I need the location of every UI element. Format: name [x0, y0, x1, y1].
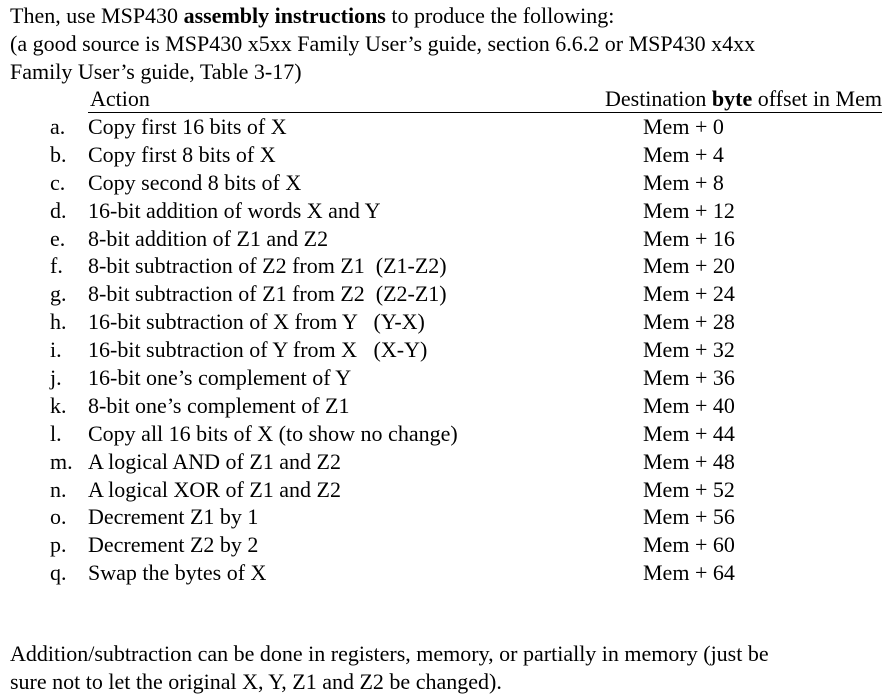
row-letter: n. — [50, 476, 67, 502]
footer-line-2: sure not to let the original X, Y, Z1 and Z2 be changed). — [10, 669, 502, 694]
row-action: Swap the bytes of X — [88, 560, 267, 586]
row-action: 16-bit one’s complement of Y — [88, 365, 352, 391]
table-row — [0, 476, 892, 504]
row-destination: Mem + 0 — [643, 114, 724, 139]
row-destination: Mem + 20 — [643, 253, 735, 279]
row-letter: g. — [50, 281, 67, 307]
row-letter: q. — [50, 560, 67, 586]
row-action: Copy first 16 bits of X — [88, 114, 287, 139]
table-row — [0, 280, 892, 308]
intro-line-1-post: to produce the following: — [385, 3, 615, 28]
table-row — [0, 420, 892, 448]
row-destination: Mem + 40 — [643, 392, 735, 418]
header-action: Action — [90, 86, 150, 111]
row-action: Copy first 8 bits of X — [88, 141, 276, 167]
row-letter: l. — [50, 420, 62, 446]
table-row — [0, 392, 892, 420]
intro-line-2: (a good source is MSP430 x5xx Family User’s guide, section 6.6.2 or MSP430 x4xx — [10, 31, 756, 56]
footer-line-1: Addition/subtraction can be done in registers, memory, or partially in memory (just be — [10, 641, 769, 666]
row-destination: Mem + 48 — [643, 448, 735, 474]
row-destination: Mem + 44 — [643, 420, 735, 446]
row-destination: Mem + 16 — [643, 225, 735, 251]
row-letter: a. — [50, 114, 66, 139]
header-destination — [605, 86, 882, 112]
table-row — [0, 448, 892, 476]
row-action: 16-bit subtraction of Y from X (X-Y) — [88, 337, 428, 363]
header-destination-bold: byte — [711, 86, 753, 111]
row-action: 8-bit subtraction of Z1 from Z2 (Z2-Z1) — [88, 281, 447, 307]
table-row — [0, 308, 892, 336]
row-destination: Mem + 24 — [643, 281, 735, 307]
row-letter: e. — [50, 225, 66, 251]
row-action: 16-bit subtraction of X from Y (Y-X) — [88, 309, 425, 335]
table-row — [0, 531, 892, 559]
intro-line-1-pre: Then, use MSP430 — [10, 3, 184, 28]
row-destination: Mem + 32 — [643, 337, 735, 363]
table-row — [0, 252, 892, 280]
row-action: Decrement Z2 by 2 — [88, 532, 259, 558]
row-letter: d. — [50, 197, 67, 223]
row-destination: Mem + 60 — [643, 532, 735, 558]
row-action: 16-bit addition of words X and Y — [88, 197, 381, 223]
table-row — [0, 141, 892, 169]
table-row — [0, 169, 892, 197]
row-letter: h. — [50, 309, 67, 335]
row-destination: Mem + 28 — [643, 309, 735, 335]
row-letter: j. — [50, 365, 62, 391]
row-action: Copy second 8 bits of X — [88, 169, 302, 195]
row-action: 8-bit one’s complement of Z1 — [88, 392, 350, 418]
row-letter: i. — [50, 337, 62, 363]
intro-line-1 — [10, 2, 614, 30]
header-destination-pre: Destination — [604, 86, 712, 111]
row-action: 8-bit addition of Z1 and Z2 — [88, 225, 329, 251]
table-row — [0, 113, 892, 141]
row-letter: b. — [50, 141, 67, 167]
row-destination: Mem + 56 — [643, 504, 735, 530]
intro-line-3: Family User’s guide, Table 3-17) — [10, 59, 302, 84]
row-action: A logical AND of Z1 and Z2 — [88, 448, 341, 474]
row-letter: k. — [50, 392, 67, 418]
row-destination: Mem + 52 — [643, 476, 735, 502]
row-action: A logical XOR of Z1 and Z2 — [88, 476, 341, 502]
row-letter: m. — [50, 448, 73, 474]
row-action: 8-bit subtraction of Z2 from Z1 (Z1-Z2) — [88, 253, 447, 279]
row-destination: Mem + 8 — [643, 169, 724, 195]
row-action: Decrement Z1 by 1 — [88, 504, 259, 530]
table-row — [0, 225, 892, 253]
row-letter: o. — [50, 504, 67, 530]
table-row — [0, 559, 892, 587]
table-row — [0, 503, 892, 531]
row-action: Copy all 16 bits of X (to show no change) — [88, 420, 458, 446]
row-destination: Mem + 4 — [643, 141, 724, 167]
row-destination: Mem + 64 — [643, 560, 735, 586]
table-row — [0, 336, 892, 364]
row-letter: f. — [50, 253, 63, 279]
table-row — [0, 364, 892, 392]
header-destination-post: offset in Mem — [752, 86, 882, 111]
intro-line-1-bold: assembly instructions — [183, 3, 386, 28]
row-destination: Mem + 12 — [643, 197, 735, 223]
instruction-table — [0, 113, 892, 587]
row-letter: p. — [50, 532, 67, 558]
table-header — [88, 86, 882, 113]
table-row — [0, 197, 892, 225]
row-destination: Mem + 36 — [643, 365, 735, 391]
row-letter: c. — [50, 169, 66, 195]
